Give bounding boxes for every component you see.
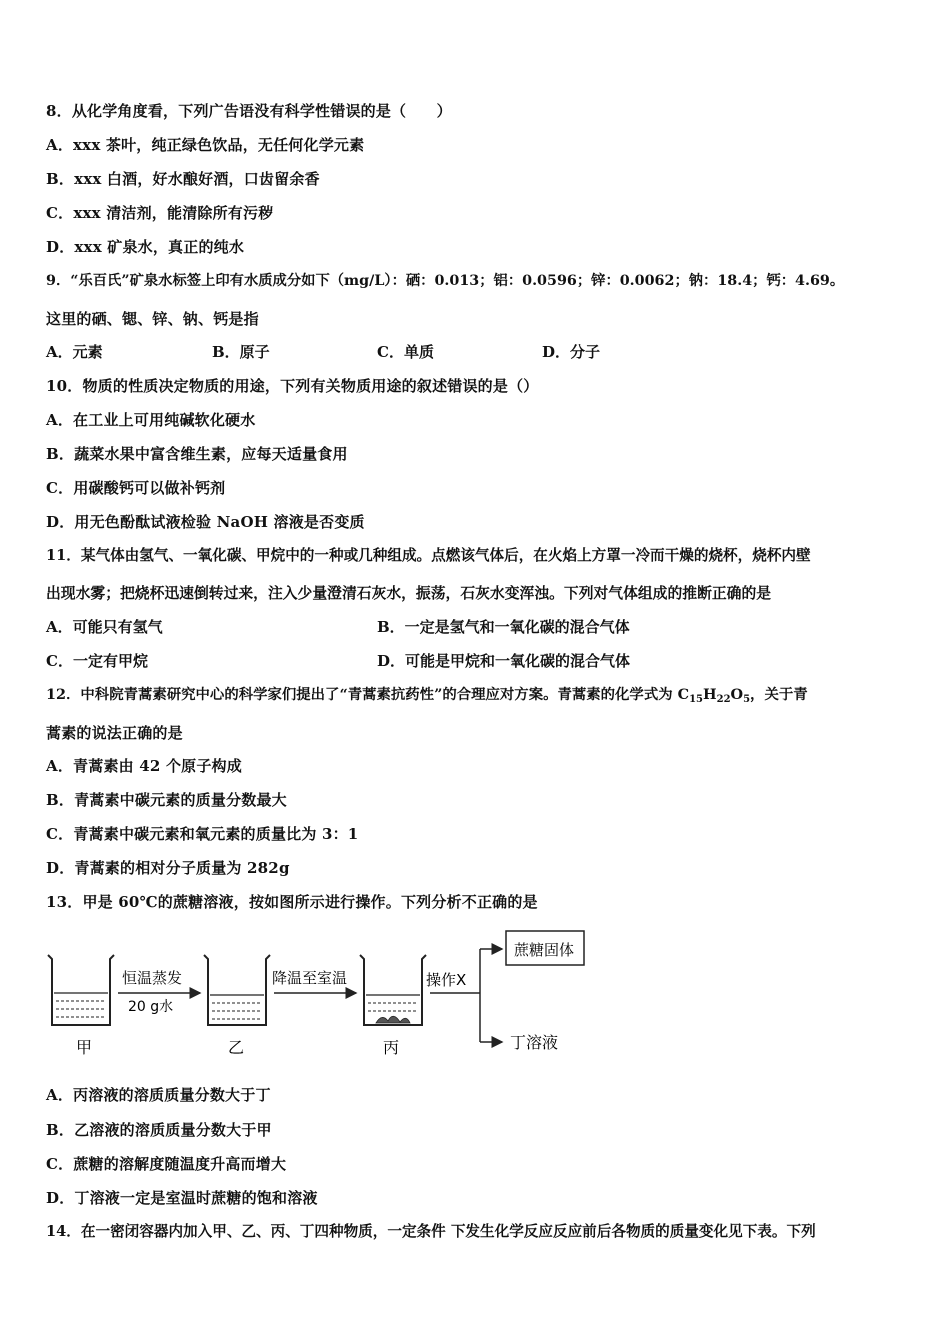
label-step1: 恒温蒸发 [122,969,183,987]
q8-option-d: D．xxx 矿泉水，真正的纯水 [46,238,245,256]
formula-sub-c: 15 [689,694,703,705]
label-step1b: 20 g水 [128,999,174,1015]
q11-option-a: A．可能只有氢气 [46,618,163,636]
q12-option-a: A．青蒿素由 42 个原子构成 [46,757,242,775]
q13-option-b: B．乙溶液的溶质质量分数大于甲 [46,1121,272,1139]
q10-option-a: A．在工业上可用纯碱软化硬水 [46,411,256,429]
q9-stem-line1: 9．“乐百氏”矿泉水标签上印有水质成分如下（mg/L）：硒：0.013；铝：0.0596；锌：0.0062；钠：18.4；钙：4.69。 [46,273,845,289]
q10-option-b: B．蔬菜水果中富含维生素，应每天适量食用 [46,445,348,463]
label-step3: 操作X [426,971,467,989]
q12-option-d: D．青蒿素的相对分子质量为 282g [46,859,290,877]
q12-option-c: C．青蒿素中碳元素和氧元素的质量比为 3：1 [46,825,359,843]
q9-option-c: C．单质 [377,343,434,361]
label-step2: 降温至室温 [272,969,348,987]
formula-sub-o: 5 [743,694,751,705]
q10-option-c: C．用碳酸钙可以做补钙剂 [46,479,226,497]
formula-o: O [730,686,744,703]
label-bing: 丙 [383,1038,400,1057]
q14-stem: 14．在一密闭容器内加入甲、乙、丙、丁四种物质，一定条件 下发生化学反应反应前后各物质的质量变化见下表。下列 [46,1223,816,1240]
formula-h: H [703,686,717,703]
beaker-bing-icon [360,955,426,1025]
q13-stem: 13．甲是 60℃的蔗糖溶液，按如图所示进行操作。下列分析不正确的是 [46,893,538,911]
q10-stem: 10．物质的性质决定物质的用途，下列有关物质用途的叙述错误的是（） [46,377,539,395]
q11-option-d: D．可能是甲烷和一氧化碳的混合气体 [377,652,631,670]
q13-flow-diagram [40,925,600,1065]
q9-option-d: D．分子 [542,343,601,361]
q8-option-b: B．xxx 白酒，好水酿好酒，口齿留余香 [46,170,320,188]
q9-stem-line2: 这里的硒、锶、锌、钠、钙是指 [46,310,259,328]
q8-option-c: C．xxx 清洁剂，能清除所有污秽 [46,204,274,222]
q11-option-b: B．一定是氢气和一氧化碳的混合气体 [377,618,630,636]
beaker-yi-icon [204,955,270,1025]
formula-sub-h: 22 [716,694,731,705]
label-sucrose-solid: 蔗糖固体 [514,941,575,959]
beaker-jia-icon [48,955,114,1025]
q13-option-a: A．丙溶液的溶质质量分数大于丁 [46,1086,271,1104]
q9-option-b: B．原子 [212,343,270,361]
q11-stem-line1: 11．某气体由氢气、一氧化碳、甲烷中的一种或几种组成。点燃该气体后，在火焰上方罩一冷而干燥的烧杯，烧杯内壁 [46,547,811,564]
label-jia: 甲 [76,1038,93,1057]
q12-stem-line1 [46,685,808,705]
q11-stem-line2: 出现水雾；把烧杯迅速倒转过来，注入少量澄清石灰水，振荡，石灰水变浑浊。下列对气体组成的推断正确的是 [46,585,772,602]
q10-option-d: D．用无色酚酞试液检验 NaOH 溶液是否变质 [46,513,365,531]
q8-stem: 8．从化学角度看，下列广告语没有科学性错误的是（ ） [46,102,452,120]
q8-option-a: A．xxx 茶叶，纯正绿色饮品，无任何化学元素 [46,136,365,154]
q12-option-b: B．青蒿素中碳元素的质量分数最大 [46,791,287,809]
q13-option-c: C．蔗糖的溶解度随温度升高而增大 [46,1155,287,1173]
label-ding-solution: 丁溶液 [510,1033,559,1052]
q9-option-a: A．元素 [46,343,103,361]
q13-option-d: D．丁溶液一定是室温时蔗糖的饱和溶液 [46,1189,318,1207]
q12-stem-line2: 蒿素的说法正确的是 [46,724,183,742]
q11-option-c: C．一定有甲烷 [46,652,148,670]
q12-stem-tail: ，关于青 [750,686,808,703]
label-yi: 乙 [228,1038,245,1057]
q12-stem-text: 12．中科院青蒿素研究中心的科学家们提出了“青蒿素抗药性”的合理应对方案。青蒿素的化学式为 C [46,686,690,703]
